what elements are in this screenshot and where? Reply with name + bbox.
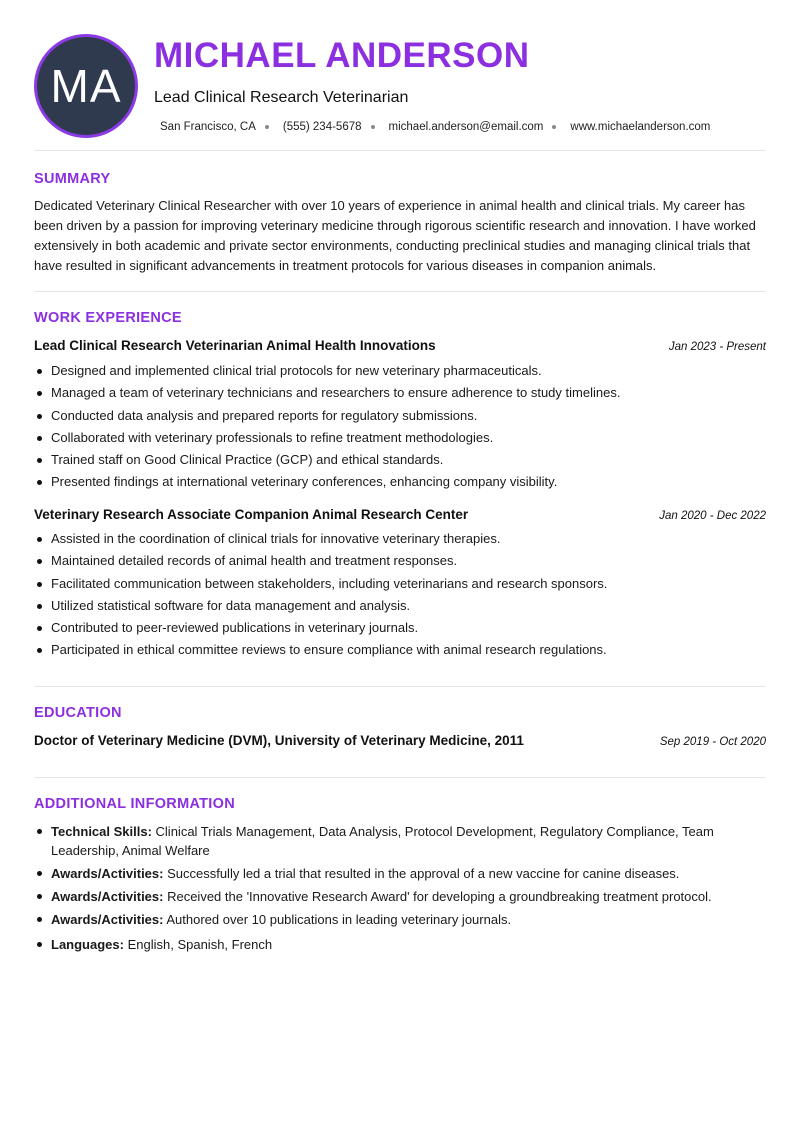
list-item: Designed and implemented clinical trial protocols for new veterinary pharmaceuticals.	[34, 360, 766, 382]
education-dates: Sep 2019 - Oct 2020	[659, 736, 766, 748]
education-entry	[34, 733, 766, 748]
section-divider	[34, 686, 766, 687]
list-item: Trained staff on Good Clinical Practice (GCP) and ethical standards.	[34, 449, 766, 471]
job-bullet-list	[34, 528, 766, 662]
list-item: Participated in ethical committee reviews to ensure compliance with animal research regulations.	[34, 639, 766, 661]
list-item: Facilitated communication between stakeholders, including veterinarians and research sponsors.	[34, 573, 766, 595]
job-bullet-list	[34, 360, 766, 494]
avatar	[34, 34, 138, 138]
info-text: Successfully led a trial that resulted in the approval of a new vaccine for canine diseases.	[163, 866, 680, 881]
info-text: Authored over 10 publications in leading veterinary journals.	[163, 912, 512, 927]
list-item	[34, 935, 766, 954]
contact-location: San Francisco, CA	[160, 121, 256, 133]
info-text: English, Spanish, French	[123, 937, 273, 952]
info-label: Awards/Activities:	[51, 866, 164, 881]
info-label: Awards/Activities:	[51, 912, 164, 927]
job-header	[34, 507, 766, 522]
list-item: Conducted data analysis and prepared reports for regulatory submissions.	[34, 405, 766, 427]
job-dates: Jan 2020 - Dec 2022	[659, 510, 766, 522]
section-divider	[34, 777, 766, 778]
bullet-separator-icon	[552, 125, 556, 129]
candidate-name: MICHAEL ANDERSON	[154, 36, 530, 75]
job-header	[34, 338, 766, 353]
info-text: Clinical Trials Management, Data Analysis, Protocol Development, Regulatory Compliance, Team Leadership, Animal Welfare	[51, 824, 714, 858]
experience-heading: WORK EXPERIENCE	[34, 310, 182, 326]
list-item: Maintained detailed records of animal health and treatment responses.	[34, 550, 766, 572]
list-item	[34, 910, 766, 929]
list-item: Assisted in the coordination of clinical trials for innovative veterinary therapies.	[34, 528, 766, 550]
list-item	[34, 864, 766, 883]
contact-phone: (555) 234-5678	[282, 121, 362, 133]
bullet-separator-icon	[265, 125, 269, 129]
list-item: Presented findings at international veterinary conferences, enhancing company visibility.	[34, 471, 766, 493]
info-text: Received the 'Innovative Research Award' for developing a groundbreaking treatment protocol.	[163, 889, 712, 904]
contact-email[interactable]: michael.anderson@email.com	[388, 121, 544, 133]
candidate-title: Lead Clinical Research Veterinarian	[154, 89, 409, 106]
resume-header	[34, 34, 766, 144]
list-item: Utilized statistical software for data management and analysis.	[34, 595, 766, 617]
list-item: Contributed to peer-reviewed publications in veterinary journals.	[34, 617, 766, 639]
summary-text: Dedicated Veterinary Clinical Researcher with over 10 years of experience in animal health and clinical trials. My career has been driven by a passion for improving veterinary medicine through rigorous scientific research and innovation. I have worked extensively in both academic and private sector environments, conducting preclinical studies and managing clinical trials that have resulted in significant advancements in treatment protocols for various diseases in companion animals.	[34, 198, 756, 273]
bullet-separator-icon	[371, 125, 375, 129]
info-label: Languages:	[51, 937, 124, 952]
summary-heading: SUMMARY	[34, 171, 111, 187]
info-label: Technical Skills:	[51, 824, 152, 839]
education-heading: EDUCATION	[34, 705, 122, 721]
list-item: Collaborated with veterinary professionals to refine treatment methodologies.	[34, 427, 766, 449]
list-item: Managed a team of veterinary technicians and researchers to ensure adherence to study timelines.	[34, 382, 766, 404]
job-title: Lead Clinical Research Veterinarian Animal Health Innovations	[34, 338, 436, 353]
section-divider	[34, 150, 766, 151]
info-label: Awards/Activities:	[51, 889, 164, 904]
list-item	[34, 887, 766, 906]
job-title: Veterinary Research Associate Companion Animal Research Center	[34, 507, 469, 522]
additional-info-list	[34, 822, 766, 958]
contact-website[interactable]: www.michaelanderson.com	[570, 121, 711, 133]
avatar-initials: MA	[50, 60, 122, 112]
contact-line	[160, 121, 710, 133]
additional-heading: ADDITIONAL INFORMATION	[34, 796, 235, 812]
section-divider	[34, 291, 766, 292]
degree: Doctor of Veterinary Medicine (DVM), University of Veterinary Medicine, 2011	[34, 733, 524, 748]
job-dates: Jan 2023 - Present	[668, 341, 766, 353]
list-item	[34, 822, 766, 860]
